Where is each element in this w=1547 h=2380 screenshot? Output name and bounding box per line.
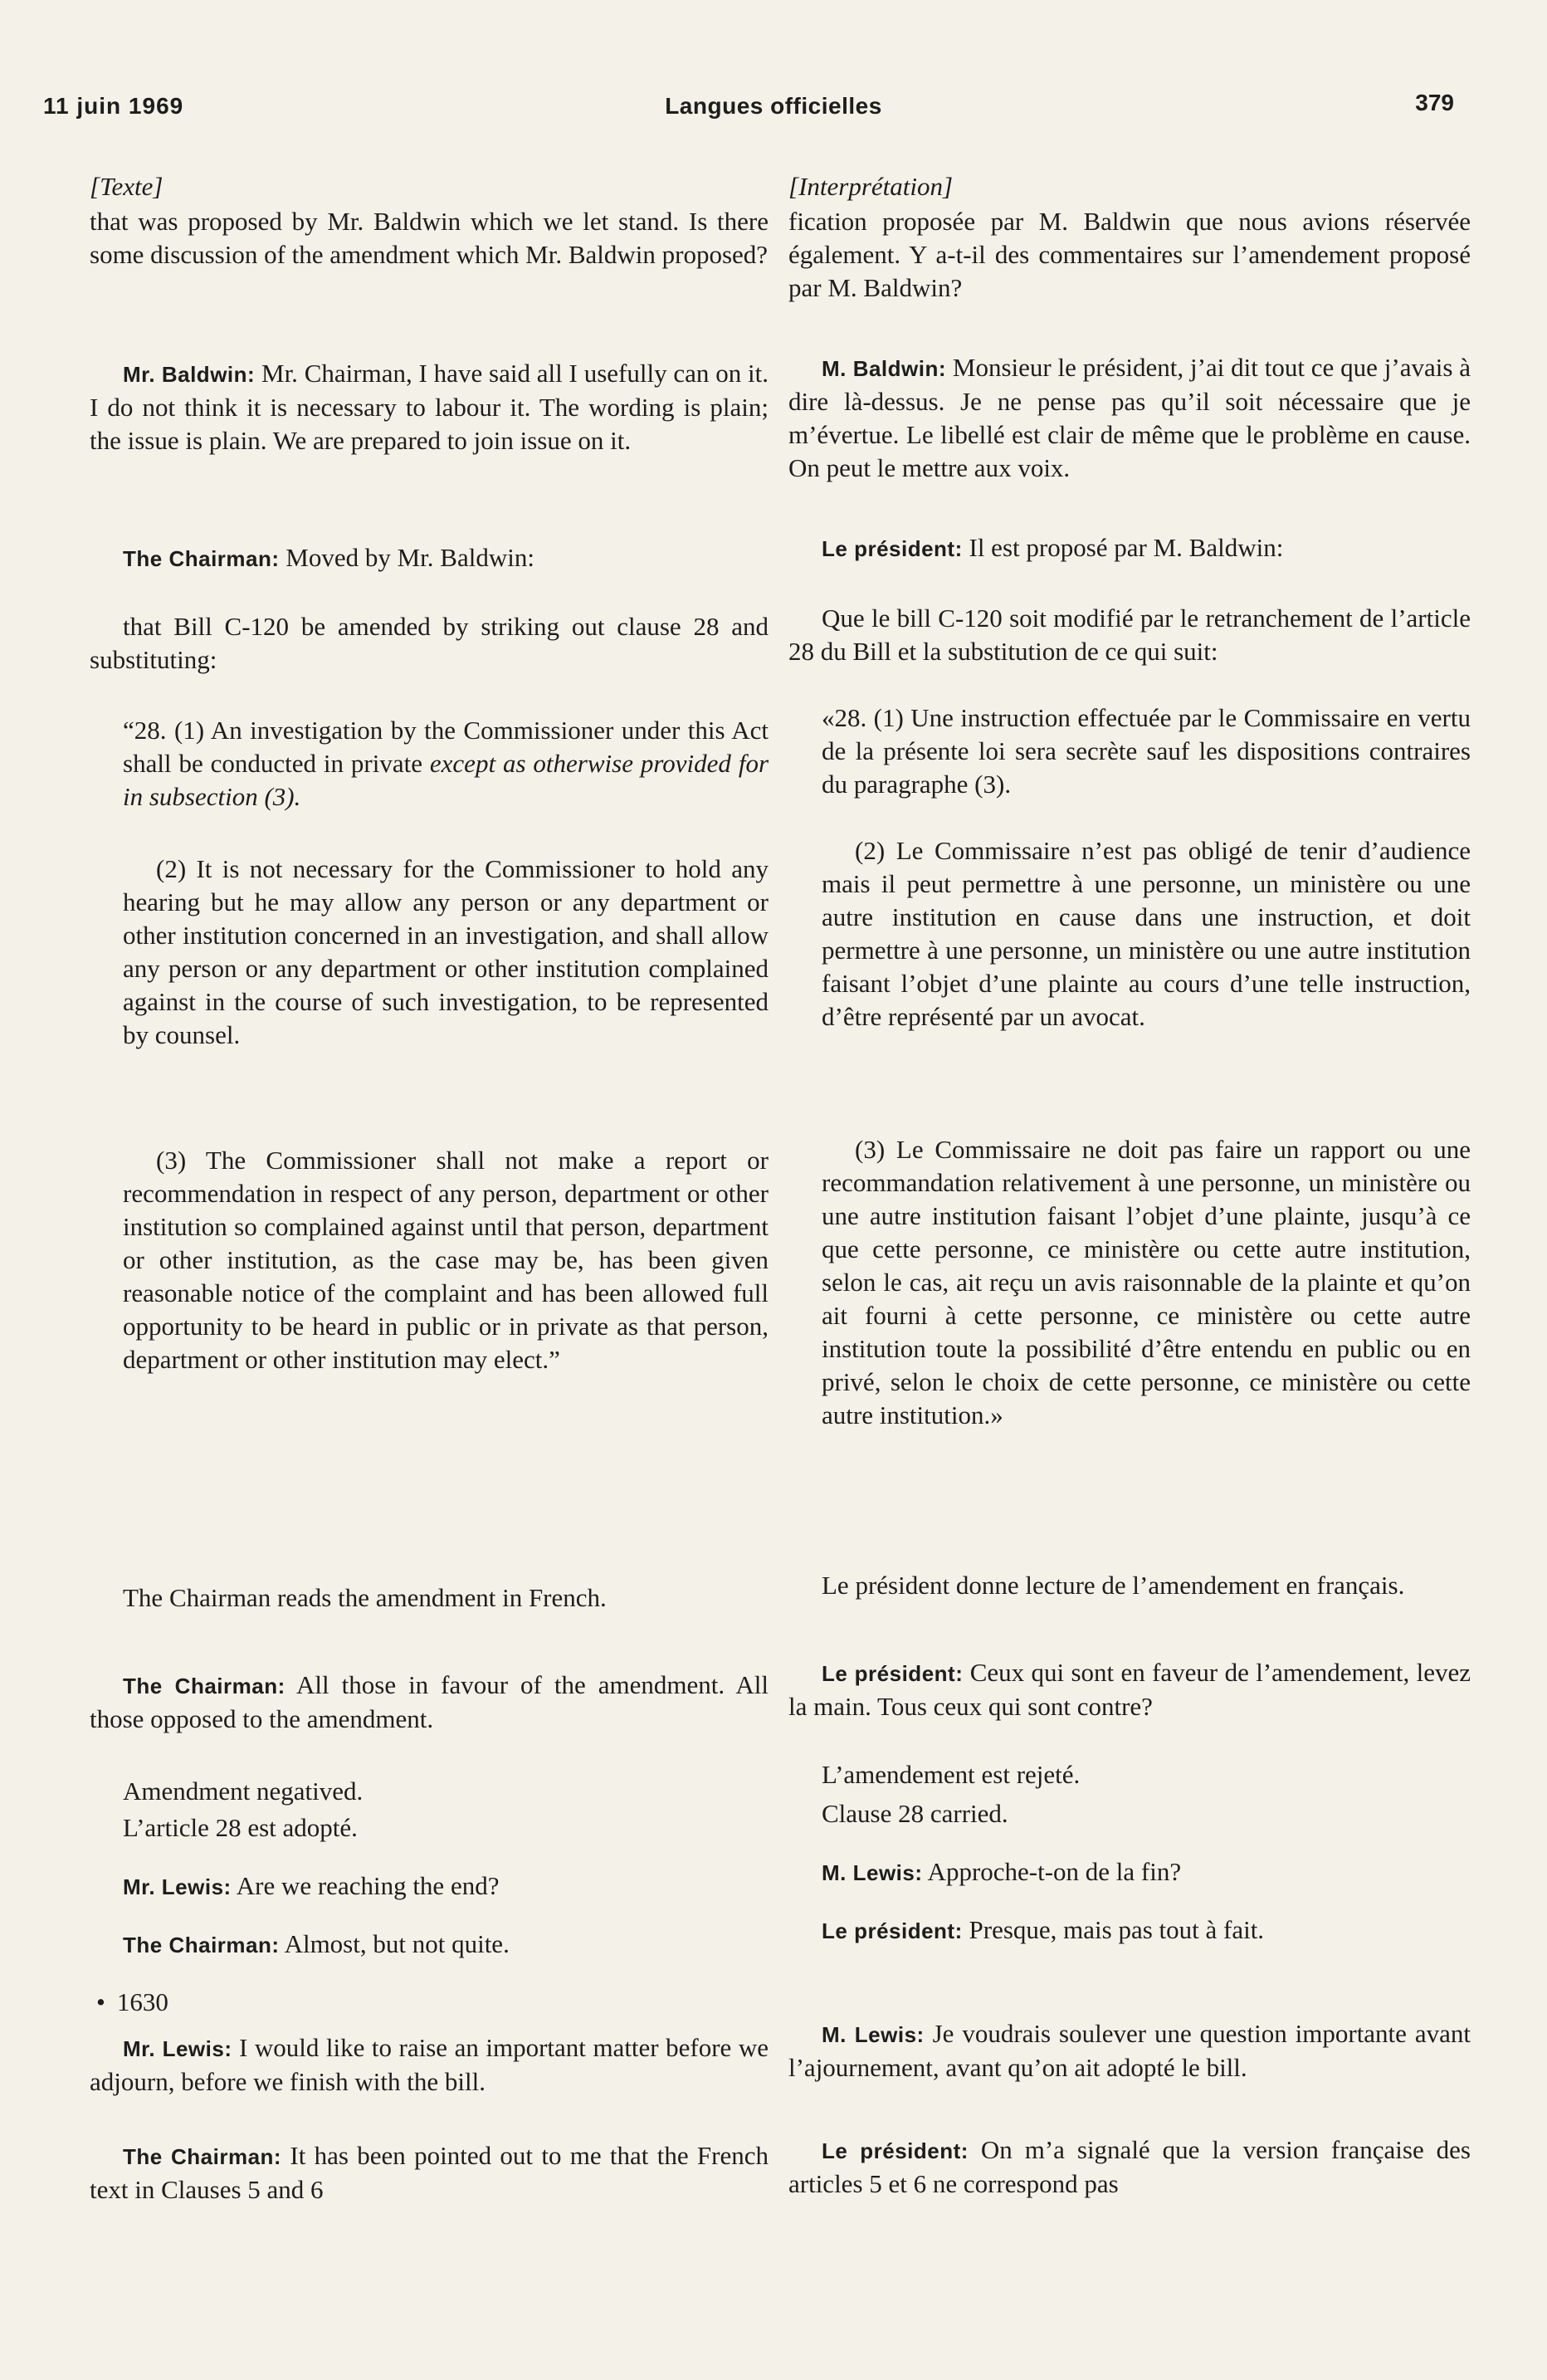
paragraph-chairman-vote: [788, 1656, 1471, 1723]
column-label-english: [Texte]: [90, 172, 163, 201]
amendment-negatived: Amendment negatived.: [123, 1776, 364, 1806]
speaker-name: Le président:: [822, 1661, 964, 1686]
paragraph-lewis-question: [788, 1855, 1471, 1889]
clause-28-subsection-1: [90, 714, 769, 814]
header-title: Langues officielles: [665, 93, 882, 119]
speech-text: Ceux qui sont en faveur de l’amendement, levez la main. Tous ceux qui sont contre?: [788, 1658, 1471, 1721]
paragraph-chairman-motion: [90, 541, 769, 575]
paragraph-chairman-vote: [90, 1669, 769, 1736]
motion-text: that Bill C-120 be amended by striking out clause 28 and substituting:: [90, 612, 769, 674]
paragraph-baldwin: [788, 351, 1471, 485]
quote-text: “28. (1) An investigation by the Commissioner under this Act shall be conducted in private: [123, 716, 769, 778]
amendment-rejected: L’amendement est rejeté.: [822, 1760, 1081, 1789]
clause-28-subsection-3: (3) Le Commissaire ne doit pas faire un rapport ou une recommandation relativement à une personne, un ministère ou une autre institution faisant l’objet d’une plainte, jusqu’à ce que cette personne, ce ministère ou cette autre institution, selon le cas, ait reçu un avis raisonnable de la plainte et qu’on ait fourni à cette personne, ce ministère ou cette autre institution toute la possibilité d’être entendu en public ou en privé, selon le choix de cette personne, ce ministère ou cette autre institution.»: [822, 1135, 1471, 1429]
speech-text: Moved by Mr. Baldwin:: [279, 543, 534, 572]
speaker-name: The Chairman:: [123, 2144, 282, 2169]
paragraph-chairman-answer: [788, 1913, 1471, 1947]
clause-28-subsection-2: (2) Le Commissaire n’est pas obligé de tenir d’audience mais il peut permettre à une personne, un ministère ou une autre institution en cause dans une instruction, et doit permettre à une personne, un ministère ou une autre institution faisant l’objet d’une plainte au cours d’une telle instruction, d’être représenté par un avocat.: [822, 836, 1471, 1031]
paragraph-chairman-reads: Le président donne lecture de l’amendement en français.: [822, 1571, 1405, 1600]
speech-text: Mr. Chairman, I have said all I usefully can on it. I do not think it is necessary to labour it. The wording is plain; the issue is plain. We are prepared to join issue on it.: [90, 359, 769, 455]
clause-carried: Clause 28 carried.: [822, 1799, 1008, 1828]
speech-text: Il est proposé par M. Baldwin:: [962, 533, 1284, 562]
speaker-name: The Chairman:: [123, 1674, 285, 1698]
bullet-icon: •: [96, 1987, 105, 2016]
clause-28-subsection-2: (2) It is not necessary for the Commissioner to hold any hearing but he may allow any person or any department or other institution concerned in an investigation, and shall allow any person or any department or other institution complained against in the course of such investigation, to be represented by counsel.: [123, 854, 769, 1049]
paragraph-lewis-matter: [90, 2031, 769, 2099]
speaker-name: Le président:: [822, 1918, 963, 1943]
speech-text: Presque, mais pas tout à fait.: [962, 1915, 1265, 1944]
speaker-name: Mr. Lewis:: [123, 2036, 232, 2061]
paragraph-chairman-french-text: [788, 2133, 1471, 2201]
header-date: 11 juin 1969: [43, 93, 184, 119]
speaker-name: The Chairman:: [123, 546, 280, 571]
paragraph-lewis-question: [90, 1869, 769, 1904]
speech-text: Monsieur le président, j’ai dit tout ce que j’avais à dire là-dessus. Je ne pense pas qu’il soit nécessaire que je m’évertue. Le libellé est clair de même que le problème en cause. On peut le mettre aux voix.: [788, 353, 1471, 482]
speaker-name: Le président:: [822, 2138, 969, 2163]
paragraph-continuation: that was proposed by Mr. Baldwin which we let stand. Is there some discussion of the amendment which Mr. Baldwin proposed?: [90, 207, 769, 269]
paragraph-chairman-french-text: [90, 2139, 769, 2207]
speech-text: It has been pointed out to me that the French text in Clauses 5 and 6: [90, 2141, 769, 2204]
speaker-name: Le président:: [822, 536, 963, 561]
speech-text: Approche-t-on de la fin?: [922, 1857, 1182, 1886]
speaker-name: Mr. Baldwin:: [123, 362, 256, 387]
motion-text: Que le bill C-120 soit modifié par le retranchement de l’article 28 du Bill et la substitution de ce qui suit:: [788, 604, 1471, 666]
paragraph-baldwin: [90, 357, 769, 457]
column-label-french: [Interprétation]: [788, 172, 954, 201]
clause-28-subsection-1: «28. (1) Une instruction effectuée par le Commissaire en vertu de la présente loi sera secrète sauf les dispositions contraires du paragraphe (3).: [822, 703, 1471, 799]
time-value: 1630: [116, 1987, 168, 2016]
speaker-name: Mr. Lewis:: [123, 1874, 232, 1899]
speech-text: All those in favour of the amendment. All those opposed to the amendment.: [90, 1670, 769, 1733]
speaker-name: The Chairman:: [123, 1933, 280, 1957]
quote-italic: except as otherwise provided for in subsection (3).: [123, 749, 769, 811]
speech-text: Are we reaching the end?: [231, 1871, 500, 1900]
paragraph-chairman-reads: The Chairman reads the amendment in French.: [123, 1583, 607, 1612]
page-number: 379: [1415, 90, 1454, 115]
speaker-name: M. Baldwin:: [822, 356, 947, 381]
paragraph-chairman-motion: [788, 531, 1471, 565]
paragraph-chairman-answer: [90, 1928, 769, 1962]
speech-text: Almost, but not quite.: [279, 1929, 510, 1958]
article-adopted: L’article 28 est adopté.: [123, 1813, 358, 1842]
speaker-name: M. Lewis:: [822, 1860, 923, 1885]
speech-text: Je voudrais soulever une question importante avant l’ajournement, avant qu’on ait adopté le bill.: [788, 2019, 1471, 2082]
page-header: [0, 90, 1547, 134]
paragraph-lewis-matter: [788, 2017, 1471, 2084]
paragraph-continuation: fication proposée par M. Baldwin que nous avions réservée également. Y a-t-il des commentaires sur l’amendement proposé par M. Baldwin?: [788, 207, 1471, 302]
clause-28-subsection-3: (3) The Commissioner shall not make a report or recommendation in respect of any person, department or other institution so complained against until that person, department or other institution, as the case may be, has been given reasonable notice of the complaint and has been allowed full opportunity to be heard in public or in private as that person, department or other institution may elect.”: [123, 1146, 769, 1374]
speech-text: I would like to raise an important matter before we adjourn, before we finish with the bill.: [90, 2033, 769, 2096]
speech-text: On m’a signalé que la version française des articles 5 et 6 ne correspond pas: [788, 2135, 1471, 2198]
time-stamp: [96, 1986, 769, 2019]
speaker-name: M. Lewis:: [822, 2022, 925, 2047]
